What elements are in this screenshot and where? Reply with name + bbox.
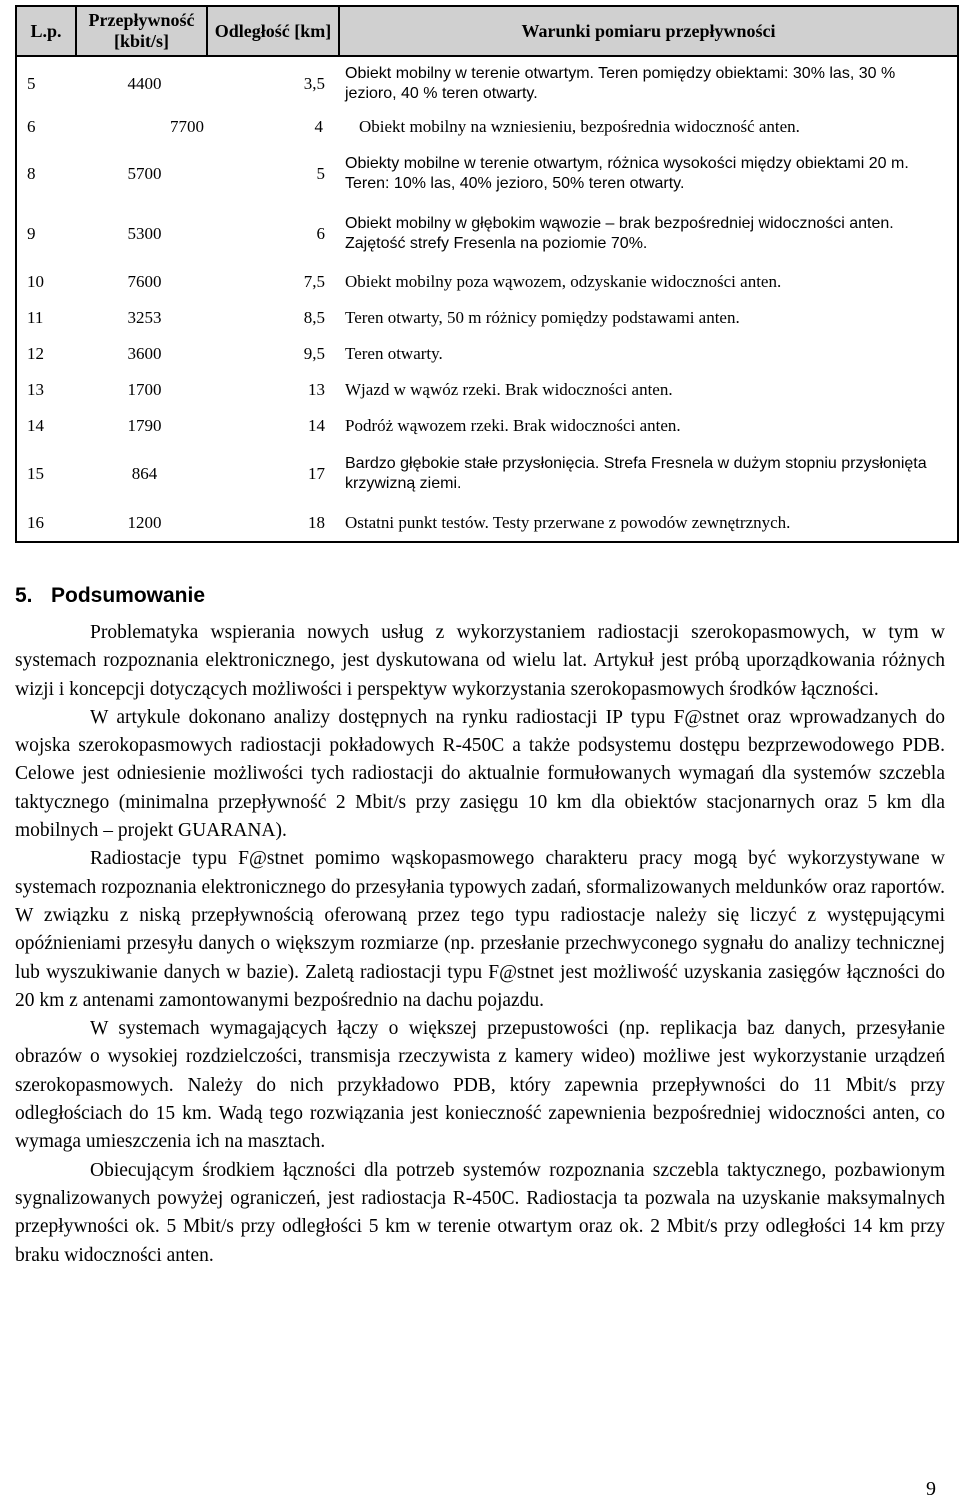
table-header-row <box>16 6 958 56</box>
cell-conditions: Teren otwarty. <box>339 336 958 372</box>
section-title: Podsumowanie <box>51 584 206 607</box>
table-row <box>16 143 958 205</box>
table-row <box>16 56 958 110</box>
cell-distance: 4 <box>314 116 323 136</box>
cell-flow: 7600 <box>127 271 162 291</box>
cell-lp: 16 <box>16 504 76 542</box>
table-row <box>16 504 958 542</box>
table-row-wide <box>16 110 958 143</box>
cell-lp: 12 <box>16 336 76 372</box>
header-distance: Odległość [km] <box>207 6 339 56</box>
table-row <box>16 110 958 143</box>
cell-lp: 10 <box>16 263 76 300</box>
cell-distance: 3,5 <box>303 73 325 93</box>
cell-flow: 864 <box>131 464 158 483</box>
cell-conditions: Obiekt mobilny w głębokim wąwozie – brak bezpośredniej widoczności anten. Zajętość strefy Fresenla na poziomie 70%. <box>339 205 958 263</box>
cell-flow: 5300 <box>127 224 162 243</box>
section-heading <box>15 584 205 608</box>
cell-lp: 8 <box>16 143 76 205</box>
cell-flow: 1790 <box>127 416 162 435</box>
cell-lp: 13 <box>16 372 76 408</box>
cell-distance: 6 <box>316 224 325 243</box>
header-lp: L.p. <box>16 6 76 56</box>
cell-flow: 1700 <box>127 380 162 399</box>
header-conditions: Warunki pomiaru przepływności <box>339 6 958 56</box>
table-row <box>16 444 958 504</box>
cell-lp: 9 <box>16 205 76 263</box>
table-row <box>16 336 958 372</box>
cell-distance: 17 <box>308 464 325 483</box>
cell-flow: 3253 <box>127 308 162 327</box>
cell-distance: 7,5 <box>303 271 325 291</box>
table-row <box>16 263 958 300</box>
header-flow: Przepływność [kbit/s] <box>76 6 207 56</box>
cell-distance: 5 <box>316 164 325 183</box>
cell-flow: 5700 <box>127 164 162 183</box>
section-number: 5. <box>15 584 33 607</box>
table-row <box>16 205 958 263</box>
cell-lp: 15 <box>16 444 76 504</box>
paragraph: Radiostacje typu F@stnet pomimo wąskopasmowego charakteru pracy mogą być wykorzystywane w systemach rozpoznania elektronicznego do przesyłania typowych zadań, sformalizowanych meldunków oraz raportów. W związku z niską przepływnością oferowaną przez tego typu radiostacje należy się liczyć z występującymi opóźnieniami przesyłu danych o większym rozmiarze (np. przesłanie przechwyconego sygnału do analizy technicznej lub wyszukiwanie danych w bazie). Zaletą radiostacji typu F@stnet jest możliwość uzyskania zasięgów łączności do 20 km z antenami zamontowanymi bezpośrednio na dachu pojazdu. <box>15 848 945 1011</box>
table-row <box>16 372 958 408</box>
measurement-table <box>15 5 959 543</box>
table-row <box>16 408 958 444</box>
cell-flow: 7700 <box>170 116 204 136</box>
cell-lp: 6 <box>27 116 36 136</box>
cell-distance: 9,5 <box>303 344 325 363</box>
cell-conditions: Obiekt mobilny na wzniesieniu, bezpośrednia widoczność anten. <box>359 116 800 136</box>
cell-conditions: Obiekt mobilny poza wąwozem, odzyskanie widoczności anten. <box>339 263 958 300</box>
cell-conditions: Bardzo głębokie stałe przysłonięcia. Strefa Fresnela w dużym stopniu przysłonięta krzywizną ziemi. <box>339 444 958 504</box>
cell-conditions: Obiekt mobilny w terenie otwartym. Teren pomiędzy obiektami: 30% las, 30 % jezioro, 40 % teren otwarty. <box>339 56 958 110</box>
paragraph: W systemach wymagających łączy o większej przepustowości (np. replikacja baz danych, przesyłanie obrazów o wysokiej rozdzielczości, transmisja rzeczywista z kamery wideo) możliwe jest wykorzystanie urządzeń szerokopasmowych. Należy do nich przykładowo PDB, który zapewnia przepływności do 11 Mbit/s przy odległościach do 15 km. Wadą tego rozwiązania jest konieczność zapewnienia bezpośredniej widoczności anten, co wymaga umieszczenia ich na masztach. <box>15 1018 945 1153</box>
paragraph: Obiecującym środkiem łączności dla potrzeb systemów rozpoznania szczebla taktycznego, pozbawionym sygnalizowanych powyżej ograniczeń, jest radiostacja R-450C. Radiostacja ta pozwala na uzyskanie maksymalnych przepływności ok. 5 Mbit/s przy odległości 5 km w terenie otwartym oraz ok. 2 Mbit/s przy odległości 14 km przy braku widoczności anten. <box>15 1159 945 1266</box>
cell-distance: 18 <box>207 504 339 542</box>
paragraph: W artykule dokonano analizy dostępnych na rynku radiostacji IP typu F@stnet oraz wprowadzanych do wojska szerokopasmowych radiostacji pokładowych R-450C a także podsystemu dostępu bezprzewodowego PDB. Celowe jest odniesienie możliwości tych radiostacji do aktualnie formułowanych wymagań dla systemów szczebla taktycznego (minimalna przepływność 2 Mbit/s przy zasięgu 10 km dla obiektów stacjonarnych oraz 5 km dla mobilnych – projekt GUARANA). <box>15 706 945 842</box>
cell-lp: 14 <box>16 408 76 444</box>
cell-flow: 4400 <box>127 73 162 93</box>
cell-conditions: Podróż wąwozem rzeki. Brak widoczności anten. <box>339 408 958 444</box>
cell-flow: 3600 <box>127 344 162 363</box>
summary-body <box>15 619 945 1270</box>
table-row <box>16 300 958 336</box>
cell-conditions: Wjazd w wąwóz rzeki. Brak widoczności anten. <box>339 372 958 408</box>
paragraph: Problematyka wspierania nowych usług z wykorzystaniem radiostacji szerokopasmowych, w tym w systemach rozpoznania elektronicznego, jest dyskutowana od wielu lat. Artykuł jest próbą uporządkowania różnych wizji i koncepcji dotyczących możliwości i perspektyw wykorzystania szerokopasmowych środków łączności. <box>15 622 945 700</box>
cell-conditions: Ostatni punkt testów. Testy przerwane z powodów zewnętrznych. <box>339 504 958 542</box>
cell-distance: 13 <box>308 380 325 399</box>
cell-flow: 1200 <box>76 504 207 542</box>
cell-conditions: Teren otwarty, 50 m różnicy pomiędzy podstawami anten. <box>339 300 958 336</box>
cell-conditions: Obiekty mobilne w terenie otwartym, różnica wysokości między obiektami 20 m. Teren: 10% las, 40% jezioro, 50% teren otwarty. <box>339 143 958 205</box>
page-number: 9 <box>926 1478 936 1500</box>
cell-lp: 11 <box>16 300 76 336</box>
cell-distance: 14 <box>308 416 325 435</box>
cell-lp: 5 <box>16 56 76 110</box>
cell-distance: 8,5 <box>303 308 325 327</box>
